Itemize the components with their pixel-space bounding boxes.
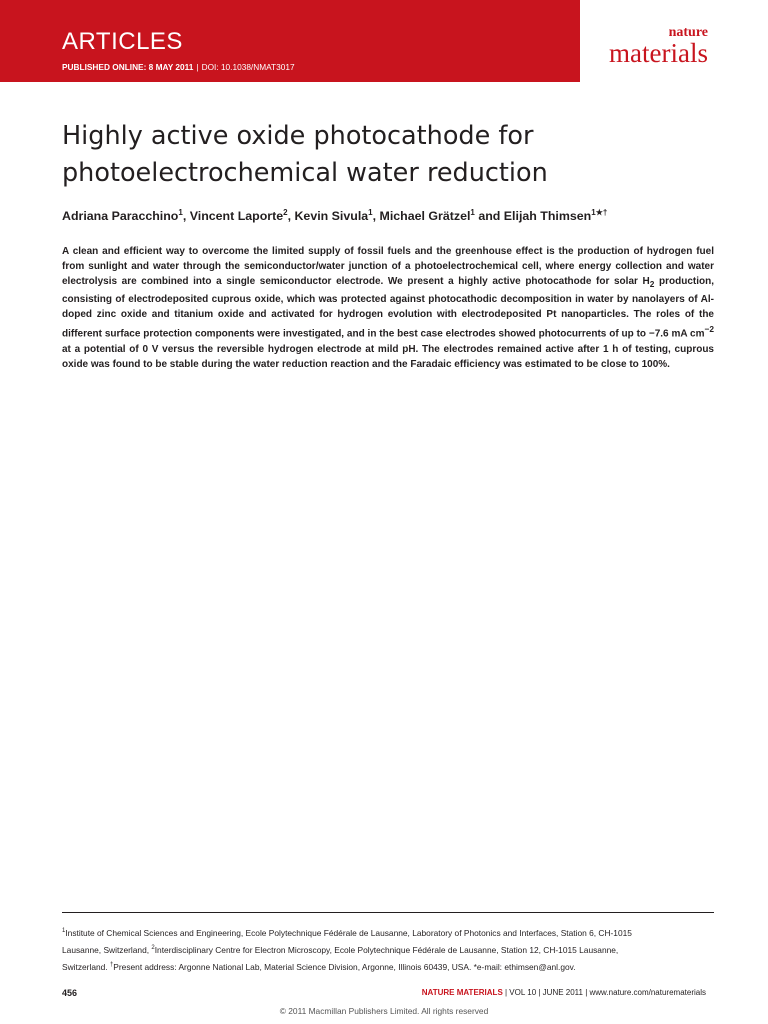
abstract-text: A clean and efficient way to overcome the limited supply of fossil fuels and the greenhouse effect is the production of hydrogen fuel from sunlight and water through the semiconductor/water junction of a photoelectrochemical cell, where energy collection and water electrolysis are combined into a single semiconductor electrode. We present a highly active photocathode for solar H (62, 246, 714, 288)
footnote-text: Interdisciplinary Centre for Electron Microscopy, Ecole Polytechnique Fédérale de Lausanne, Station 12, CH-1015 Lausanne, (154, 944, 619, 955)
title-line-2: photoelectrochemical water reduction (62, 158, 548, 188)
author-affiliation-mark: 1 (368, 208, 373, 217)
footnote-superscript: † (109, 962, 114, 968)
author-name: Elijah Thimsen (503, 209, 592, 224)
copyright-notice: © 2011 Macmillan Publishers Limited. All rights reserved (279, 1006, 489, 1016)
publication-line (62, 62, 295, 72)
author-affiliation-mark: 1 (178, 208, 183, 217)
volume-info: | VOL 10 | JUNE 2011 | www.nature.com/naturematerials (502, 988, 706, 997)
footnote-text: Switzerland. (62, 961, 110, 972)
separator: | (196, 62, 199, 72)
journal-logo (609, 26, 708, 67)
author-separator: and (474, 209, 504, 224)
footnote-text: Institute of Chemical Sciences and Engineering, Ecole Polytechnique Fédérale de Lausanne, Laboratory of Photonics and Interfaces, Station 6, CH-1015 (65, 927, 632, 938)
doi: DOI: 10.1038/NMAT3017 (201, 62, 295, 72)
author-list (62, 208, 722, 223)
footnote-text: Lausanne, Switzerland, (62, 944, 152, 955)
title-line-1: Highly active oxide photocathode for (62, 121, 534, 151)
journal-reference (422, 988, 706, 997)
abstract-subscript: 2 (649, 279, 655, 290)
author-name: Michael Grätzel (379, 209, 471, 224)
section-label: ARTICLES (62, 28, 183, 55)
author-separator: , (287, 209, 295, 224)
journal-name: NATURE MATERIALS (421, 988, 503, 997)
author-name: Kevin Sivula (294, 209, 369, 224)
abstract-text: production, consisting of electrodeposited cuprous oxide, which was protected against photocathodic decomposition in water by nanolayers of Al-doped zinc oxide and titanium oxide and activated for hydrogen evolution with electrodeposited Pt nanoparticles. The roles of the different surface protection components were investigated, and in the best case electrodes showed photocurrents of up to −7.6 mA cm (62, 276, 714, 340)
author-name: Vincent Laporte (189, 209, 284, 224)
author-name: Adriana Paracchino (62, 209, 179, 224)
abstract (62, 244, 714, 372)
published-date: PUBLISHED ONLINE: 8 MAY 2011 (62, 62, 194, 72)
abstract-text: at a potential of 0 V versus the reversible hydrogen electrode at mild pH. The electrodes remained active after 1 h of testing, cuprous oxide was found to be stable during the water reduction reaction and the Faradaic efficiency was estimated to be close to 100%. (62, 343, 714, 370)
logo-line-materials: materials (609, 38, 708, 68)
page-number: 456 (62, 988, 78, 998)
author-separator: , (182, 209, 190, 224)
footnote-text: Present address: Argonne National Lab, Material Science Division, Argonne, Illinois 60439, USA. *e-mail: ethimsen@anl.gov. (113, 961, 576, 972)
author-separator: , (372, 209, 380, 224)
author-affiliation-mark: 1★† (591, 208, 608, 217)
abstract-superscript: −2 (704, 324, 714, 335)
footnote-line (62, 958, 722, 975)
logo-line-nature: nature (668, 25, 708, 40)
footnote-superscript: 2 (151, 945, 155, 951)
footnote-line (62, 941, 722, 958)
footnote-superscript: 1 (62, 928, 66, 934)
header-band (0, 0, 580, 82)
footnote-line (62, 924, 722, 941)
affiliations-footnote (62, 924, 722, 975)
article-title (62, 118, 702, 192)
author-affiliation-mark: 2 (283, 208, 288, 217)
author-affiliation-mark: 1 (470, 208, 475, 217)
footnote-divider (62, 912, 714, 913)
